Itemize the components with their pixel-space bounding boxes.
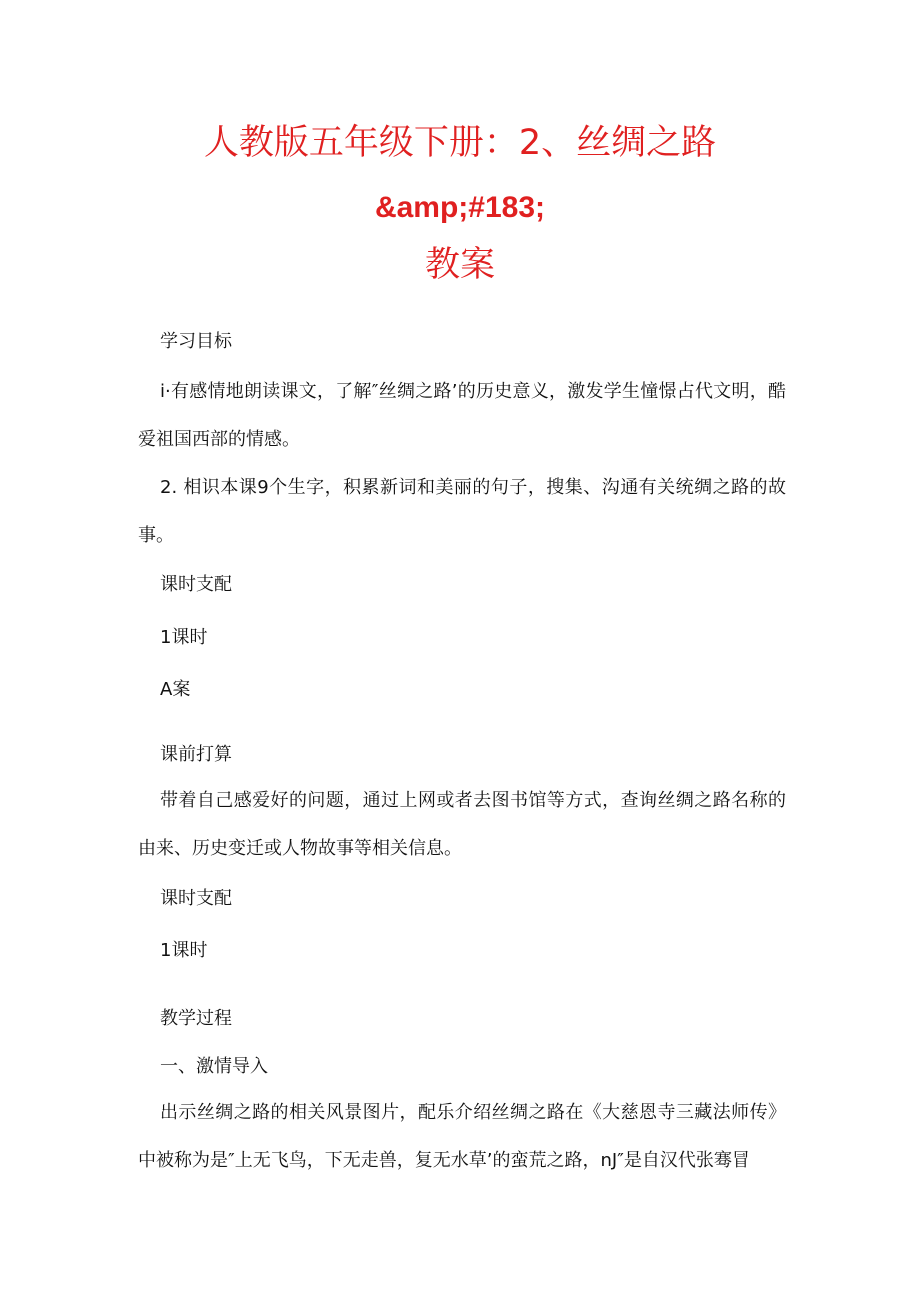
goal-item-1: i·有感情地朗读课文，了解″丝绸之路’的历史意义，激发学生憧憬占代文明，酷爱祖国西部的情感。 xyxy=(138,381,786,450)
prep-heading: 课前打算 xyxy=(160,744,232,765)
step-1-text: 出示丝绸之路的相关风景图片，配乐介绍丝绸之路在《大慈恩寺三藏法师传》中被称为是″上无飞鸟，下无走兽，复无水草’的蛮荒之路，nJ″是自汉代张骞冒 xyxy=(138,1102,786,1171)
prep-text: 带着自己感爱好的问题，通过上网或者去图书馆等方式，查询丝绸之路名称的由来、历史变迁或人物故事等相关信息。 xyxy=(138,790,786,859)
period-heading: 课时支配 xyxy=(160,574,232,595)
plan-a-label: A案 xyxy=(160,679,191,700)
period-value-2: 1课时 xyxy=(160,940,208,961)
document-title-entity: &amp;#183; xyxy=(374,191,546,224)
document-title-lesson-plan: 教案 xyxy=(424,245,495,285)
process-heading: 教学过程 xyxy=(160,1008,232,1029)
period-value: 1课时 xyxy=(160,627,208,648)
step-1-heading: 一、激情导入 xyxy=(160,1056,268,1077)
goal-item-2: 2. 相识本课9个生字，积累新词和美丽的句子，搜集、沟通有关统绸之路的故事。 xyxy=(138,477,786,546)
goal-heading: 学习目标 xyxy=(160,331,232,352)
period-heading-2: 课时支配 xyxy=(160,888,232,909)
document-title: 人教版五年级下册：2、丝绸之路 xyxy=(203,123,717,163)
